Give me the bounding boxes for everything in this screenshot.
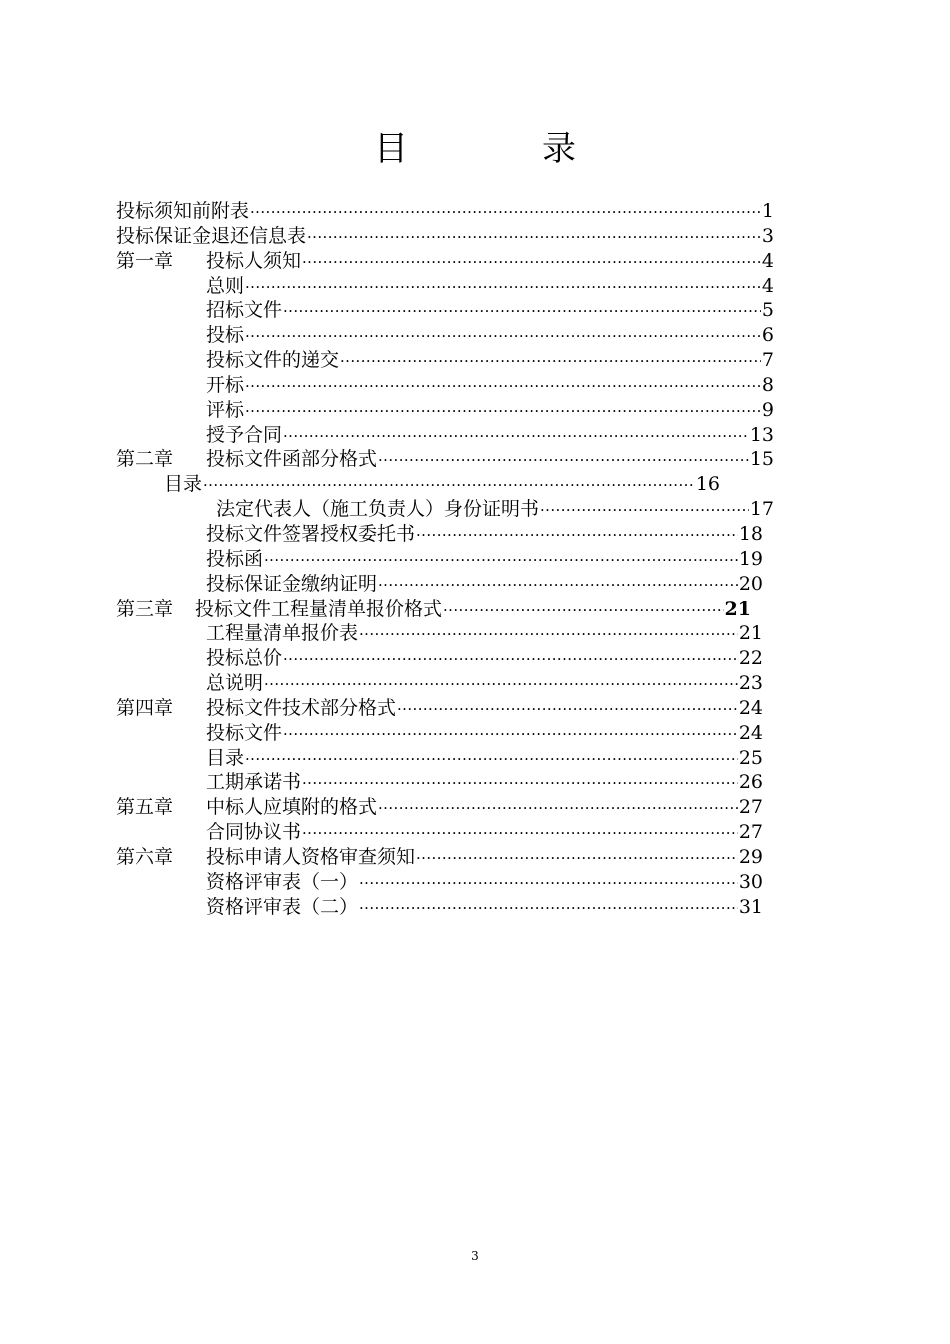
dot-leader [416,523,738,548]
toc-entry-title: 工程量清单报价表 [206,622,359,645]
toc-row [0,298,950,323]
toc-row [0,870,950,895]
toc-entry-title: 投标文件签署授权委托书 [206,522,416,545]
toc-entry[interactable] [206,770,763,796]
dot-leader [283,647,738,672]
toc-entry-page: 8 [761,373,774,396]
dot-leader [378,573,738,598]
toc-entry-title: 法定代表人（施工负责人）身份证明书 [216,498,540,521]
toc-entry[interactable] [206,820,763,846]
toc-entry-title: 投标文件函部分格式 [206,448,378,471]
toc-entry[interactable] [206,323,774,349]
toc-entry-page: 27 [738,796,763,819]
toc-entry-title: 投标人须知 [206,249,302,272]
dot-leader [250,200,761,225]
chapter-label: 第五章 [116,796,174,819]
toc-entry-page: 1 [761,200,774,222]
toc-entry-page: 17 [749,498,774,521]
toc-entry-title: 开标 [206,373,245,396]
toc-entry-page: 7 [761,349,774,372]
toc-row [0,621,950,646]
toc-entry-page: 5 [761,299,774,322]
toc-row [0,348,950,373]
toc-row [0,249,950,274]
chapter-label: 第四章 [116,696,174,719]
toc-row [0,398,950,423]
dot-leader [203,473,695,498]
toc-entry-page: 4 [761,274,774,297]
toc-row [0,795,950,820]
toc-entry-page: 27 [738,821,763,844]
toc-entry-page: 23 [738,672,763,695]
dot-leader [378,448,749,473]
toc-entry[interactable] [206,721,763,747]
toc-entry-page: 6 [761,324,774,347]
toc-entry-title: 投标须知前附表 [116,200,250,222]
toc-entry-title: 中标人应填附的格式 [206,796,378,819]
toc-row [0,696,950,721]
toc-entry-page: 13 [749,423,774,446]
toc-entry-title: 评标 [206,398,245,421]
dot-leader [283,424,749,449]
toc-row [0,224,950,249]
toc-entry[interactable] [206,870,763,896]
chapter-label: 第六章 [116,845,174,868]
dot-leader [340,349,761,374]
toc-entry-title: 总则 [206,274,245,297]
toc-row [0,472,950,497]
dot-leader [264,672,738,697]
toc-entry-page: 22 [738,647,763,670]
toc-entry[interactable] [116,199,774,225]
toc-entry[interactable] [164,472,720,498]
toc-entry-title: 投标总价 [206,647,283,670]
toc-entry-title: 投标保证金缴纳证明 [206,572,378,595]
toc-entry-page: 20 [738,572,763,595]
toc-entry[interactable] [206,398,774,424]
toc-row [0,274,950,299]
toc-entry[interactable] [206,547,763,573]
toc-entry-page: 29 [738,845,763,868]
toc-entry-page: 21 [724,597,751,620]
toc-entry-title: 招标文件 [206,299,283,322]
chapter-label: 第二章 [116,448,174,471]
toc-entry-title: 投标保证金退还信息表 [116,224,307,247]
toc-entry-title: 投标申请人资格审查须知 [206,845,416,868]
chapter-label: 第一章 [116,249,174,272]
dot-leader [397,697,738,722]
toc-row [0,323,950,348]
dot-leader [283,722,738,747]
page-title: 目 录 [374,129,626,169]
toc-entry-title: 投标文件工程量清单报价格式 [195,597,443,620]
dot-leader [302,250,761,275]
toc-entry[interactable] [206,795,763,821]
dot-leader [378,796,738,821]
toc-entry-title: 投标函 [206,547,264,570]
toc-entry[interactable] [116,224,774,250]
toc-entry-title: 总说明 [206,672,264,695]
toc-entry-page: 9 [761,398,774,421]
toc-entry[interactable] [206,522,763,548]
toc-entry-page: 18 [738,522,763,545]
dot-leader [443,598,724,623]
toc-row [0,770,950,795]
toc-entry[interactable] [206,696,763,722]
toc-entry-page: 19 [738,547,763,570]
toc-row [0,572,950,597]
toc-entry[interactable] [206,621,763,647]
toc-entry[interactable] [206,671,763,697]
dot-leader [302,771,738,796]
dot-leader [359,896,738,921]
toc-row [0,522,950,547]
toc-entry[interactable] [206,274,774,300]
toc-entry[interactable] [206,895,763,921]
toc-entry-page: 24 [738,721,763,744]
toc-row [0,447,950,472]
chapter-label: 第三章 [116,597,174,620]
toc-entry[interactable] [216,497,774,523]
toc-entry-page: 30 [738,870,763,893]
toc-entry-title: 资格评审表（一） [206,870,359,893]
toc-entry[interactable] [206,423,774,449]
dot-leader [245,374,761,399]
toc-entry-title: 资格评审表（二） [206,895,359,918]
dot-leader [283,299,761,324]
toc-entry-page: 25 [738,746,763,769]
toc-row [0,646,950,671]
toc-row [0,497,950,522]
toc-entry[interactable] [206,348,774,374]
dot-leader [307,225,761,250]
toc-entry-page: 4 [761,249,774,272]
toc-entry[interactable] [206,646,763,672]
dot-leader [245,275,761,300]
toc-entry-title: 授予合同 [206,423,283,446]
dot-leader [245,324,761,349]
toc-entry-title: 投标 [206,324,245,347]
toc-row [0,895,950,920]
dot-leader [245,399,761,424]
toc-entry-title: 目录 [164,473,203,496]
toc-row [0,597,950,622]
toc-entry[interactable] [206,447,774,473]
dot-leader [359,622,738,647]
toc-entry-title: 工期承诺书 [206,771,302,794]
toc-entry-title: 目录 [206,746,245,769]
toc-row [0,423,950,448]
toc-entry-title: 投标文件的递交 [206,349,340,372]
toc-row [0,547,950,572]
toc-entry[interactable] [206,373,774,399]
toc-row [0,671,950,696]
toc-row [0,373,950,398]
toc-row [0,746,950,771]
dot-leader [264,548,738,573]
toc-entry[interactable] [206,845,763,871]
dot-leader [302,821,738,846]
dot-leader [359,871,738,896]
toc-entry-page: 31 [738,895,763,918]
table-of-contents [0,199,950,919]
toc-row [0,199,950,224]
toc-row [0,845,950,870]
toc-entry-page: 3 [761,224,774,247]
toc-entry[interactable] [206,746,763,772]
dot-leader [416,846,738,871]
toc-entry[interactable] [206,298,774,324]
toc-entry-page: 24 [738,696,763,719]
toc-entry-title: 投标文件 [206,721,283,744]
footer-page-number: 3 [471,1249,479,1263]
dot-leader [245,747,738,772]
toc-entry-page: 26 [738,771,763,794]
toc-entry[interactable] [206,572,763,598]
dot-leader [540,498,749,523]
toc-entry-page: 15 [749,448,774,471]
toc-entry[interactable] [206,249,774,275]
toc-row [0,721,950,746]
toc-entry-title: 合同协议书 [206,821,302,844]
toc-entry-page: 16 [695,473,720,496]
toc-entry[interactable] [195,597,751,623]
toc-entry-page: 21 [738,622,763,645]
toc-row [0,820,950,845]
toc-entry-title: 投标文件技术部分格式 [206,696,397,719]
